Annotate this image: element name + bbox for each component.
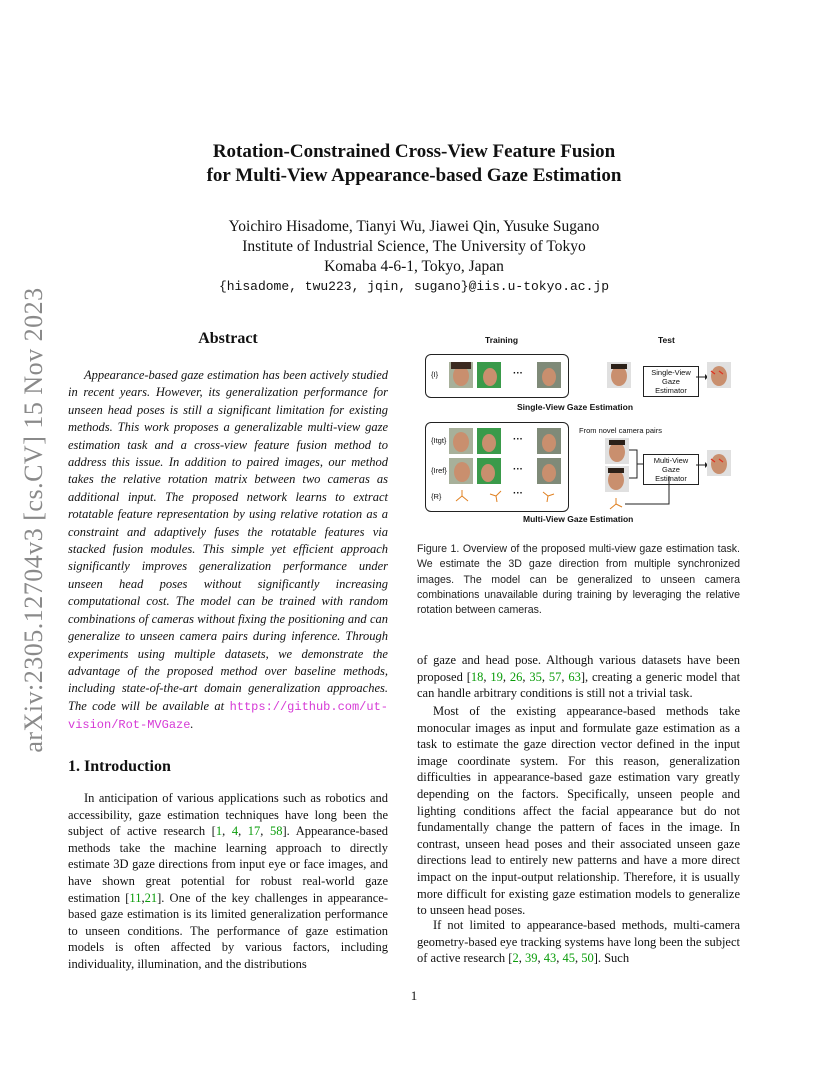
face-image bbox=[537, 458, 561, 484]
affiliation: Institute of Industrial Science, The University of Tokyo bbox=[242, 238, 586, 255]
citation[interactable]: 11 bbox=[129, 890, 142, 905]
test-label: Test bbox=[658, 335, 675, 345]
face-image bbox=[477, 428, 501, 454]
ellipsis: ··· bbox=[513, 434, 523, 445]
ellipsis: ··· bbox=[513, 464, 523, 475]
citation[interactable]: 43 bbox=[543, 951, 557, 966]
right-paragraph-2: Most of the existing appearance-based methods take monocular images as input and formulate gaze estimation as a task to estimate the gaze direction vector defined in the input image coordinate system. For this reason, generalization difficulties in appearance-based gaze estimation vary greatly depending on the factors. Specifically, unseen people and lighting conditions affect the facial appearance but do not fundamentally change the pattern of faces in the image. In contrast, unseen head poses and their associated unseen gaze directions lead to entirely new patterns and have a more direct impact on the input-output relationship. Therefore, it is usually more difficult for existing gaze estimation models to generalize to unseen head poses. bbox=[417, 704, 740, 918]
output-face-image bbox=[707, 362, 731, 388]
right-text-3a: If not limited to appearance-based methods, multi-camera geometry-based eye tracking systems have long been the subject of active research [ bbox=[417, 918, 740, 966]
citation[interactable]: 58 bbox=[270, 824, 283, 839]
training-label: Training bbox=[485, 335, 519, 345]
citation[interactable]: 35 bbox=[529, 669, 542, 684]
right-text-3b: ]. Such bbox=[593, 951, 630, 966]
citation[interactable]: 19 bbox=[490, 669, 503, 684]
citation[interactable]: 26 bbox=[509, 669, 523, 684]
figure-1 bbox=[417, 330, 740, 530]
citation[interactable]: 18 bbox=[470, 669, 484, 684]
intro-text-b: ]. Appearance-based methods take the machine learning approach to directly estimate 3D gaze directions from input eye or face images, and have shown great potential for robust real-world gaze estimation [ bbox=[68, 824, 388, 905]
test-face-image bbox=[607, 362, 631, 388]
citation[interactable]: 4 bbox=[231, 824, 239, 839]
abstract-heading: Abstract bbox=[198, 330, 258, 347]
rotation-axes-icon bbox=[609, 498, 623, 510]
right-text-1a: of gaze and head pose. Although various datasets have been proposed [ bbox=[417, 653, 740, 684]
right-paragraph-1: of gaze and head pose. Although various datasets have been proposed [18, 19, 26, 35, 57, 63], creating a generic model that can handle arbitrary conditions is still not a trivial task. bbox=[417, 653, 741, 701]
input-I-label: {I} bbox=[431, 370, 439, 379]
title-line-1: Rotation-Constrained Cross-View Feature Fusion bbox=[212, 141, 616, 162]
arxiv-stamp: arXiv:2305.12704v3 [cs.CV] 15 Nov 2023 bbox=[19, 287, 48, 753]
multi-estimator-label: Multi-View Gaze Estimator bbox=[653, 456, 689, 483]
citation[interactable]: 45 bbox=[562, 951, 575, 966]
rotation-axes-icon bbox=[541, 490, 555, 502]
input-R-label: {R} bbox=[431, 492, 442, 501]
multi-view-title: Multi-View Gaze Estimation bbox=[523, 514, 634, 524]
citation[interactable]: 57 bbox=[548, 669, 562, 684]
citation[interactable]: 2 bbox=[512, 951, 519, 966]
citation[interactable]: 50 bbox=[581, 951, 594, 966]
address: Komaba 4-6-1, Tokyo, Japan bbox=[324, 258, 504, 275]
face-image bbox=[537, 428, 561, 454]
single-view-estimator bbox=[643, 366, 699, 397]
paper-title bbox=[0, 140, 828, 188]
right-text-1b: ], creating a generic model that can handle arbitrary conditions is still not a trivial task. bbox=[417, 669, 741, 701]
arrow-icon bbox=[623, 474, 673, 506]
author-names: Yoichiro Hisadome, Tianyi Wu, Jiawei Qin, Yusuke Sugano bbox=[228, 218, 600, 235]
test-face-image bbox=[605, 438, 629, 464]
ellipsis: ··· bbox=[513, 368, 523, 379]
figure-caption: Figure 1. Overview of the proposed multi-view gaze estimation task. We estimate the 3D gaze direction from multiple synchronized images. The model can be generalized to unseen camera combinations unavailable during training by leveraging the relative rotation between cameras. bbox=[417, 543, 740, 617]
single-view-title: Single-View Gaze Estimation bbox=[517, 402, 634, 412]
citation[interactable]: 1 bbox=[215, 824, 223, 839]
citation[interactable]: 63 bbox=[568, 669, 581, 684]
intro-heading: 1. Introduction bbox=[68, 758, 171, 775]
page-number: 1 bbox=[410, 988, 418, 1003]
single-estimator-label: Single-View Gaze Estimator bbox=[651, 368, 691, 395]
intro-text-a: In anticipation of various applications such as robotics and accessibility, gaze estimation techniques have long been the subject of active research [ bbox=[68, 791, 388, 839]
citation[interactable]: 39 bbox=[524, 951, 538, 966]
abstract-text bbox=[68, 367, 388, 735]
input-Itgt-label: {Itgt} bbox=[431, 436, 447, 445]
face-image bbox=[537, 362, 561, 388]
output-face-image bbox=[707, 450, 731, 476]
rotation-axes-icon bbox=[489, 490, 503, 502]
novel-pairs-label: From novel camera pairs bbox=[579, 426, 662, 435]
right-paragraph-3: If not limited to appearance-based methods, multi-camera geometry-based eye tracking systems have long been the subject of active research [2, 39, 43, 45, 50]. Such bbox=[417, 918, 740, 966]
face-image bbox=[477, 458, 501, 484]
title-line-2: for Multi-View Appearance-based Gaze Estimation bbox=[206, 165, 622, 186]
ellipsis: ··· bbox=[513, 488, 523, 499]
face-image bbox=[449, 458, 473, 484]
intro-paragraph: In anticipation of various applications such as robotics and accessibility, gaze estimation techniques have long been the subject of active research [1, 4, 17, 58]. Appearance-based methods take the machine learning approach to directly estimate 3D gaze directions from input eye or face images, and have shown great potential for robust real-world gaze estimation [11,21]. One of the key challenges in appearance-based gaze estimation is its limited generalization performance to unseen conditions. The performance of gaze estimation models is often affected by various factors, including individuality, illumination, and the distributions bbox=[68, 791, 388, 971]
face-image bbox=[449, 362, 473, 388]
intro-text-c: ]. One of the key challenges in appearance-based gaze estimation is its limited generalization performance to unseen conditions. The performance of gaze estimation models is often affected by various factors, including individuality, illumination, and the distributions bbox=[68, 890, 388, 971]
citation[interactable]: 21 bbox=[144, 890, 158, 905]
author-block bbox=[0, 217, 828, 297]
code-link[interactable]: https://github.com/ut-vision/Rot-MVGaze bbox=[68, 699, 388, 733]
face-image bbox=[449, 428, 473, 454]
abstract-body: Appearance-based gaze estimation has been actively studied in recent years. However, its generalization performance for unseen head poses is still a significant limitation for existing methods. This work proposes a generalizable multi-view gaze estimation task and a cross-view feature fusion method to address this issue. In addition to paired images, our method takes the relative rotation matrix between two cameras as additional input. The proposed network learns to extract rotatable feature representation by using relative rotation as a constraint and adaptively fuses the rotatable features via stacked fusion modules. This simple yet efficient approach significantly improves generalization performance under unseen head poses without significantly increasing computational cost. The model can be trained with random combinations of cameras without fixing the positioning and can generalize to unseen camera pairs during inference. Through experiments using multiple datasets, we demonstrate the advantage of the proposed method over baseline methods, including state-of-the-art domain generalization approaches. The code will be available at bbox=[68, 368, 388, 713]
face-image bbox=[477, 362, 501, 388]
abstract-end: . bbox=[190, 717, 194, 732]
rotation-axes-icon bbox=[455, 490, 469, 502]
citation[interactable]: 17 bbox=[247, 824, 261, 839]
input-Iref-label: {Iref} bbox=[431, 466, 447, 475]
email: {hisadome, twu223, jqin, sugano}@iis.u-tokyo.ac.jp bbox=[218, 279, 610, 294]
